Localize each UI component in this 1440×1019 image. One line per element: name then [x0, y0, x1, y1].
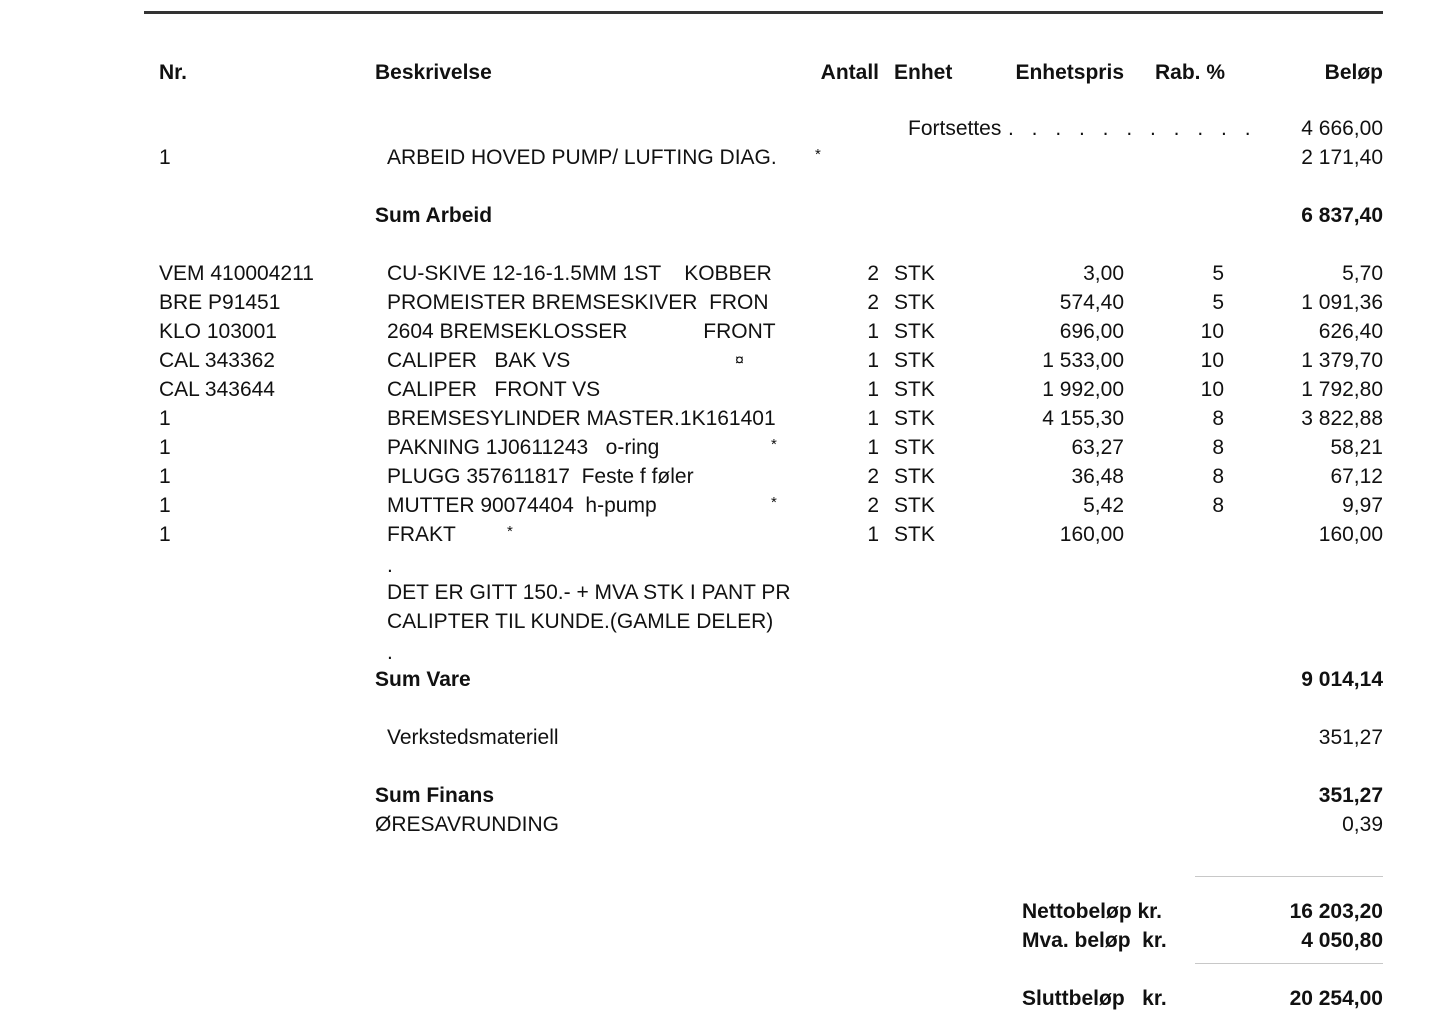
- slutt-amount: 20 254,00: [1289, 987, 1383, 1010]
- header-antall: Antall: [820, 61, 879, 84]
- item-nr: KLO 103001: [159, 320, 277, 343]
- item-amount: 3 822,88: [1301, 407, 1383, 430]
- note-line: CALIPTER TIL KUNDE.(GAMLE DELER): [387, 610, 774, 633]
- continued-dots: . . . . . . . . . . .: [1008, 117, 1257, 140]
- item-nr: 1: [159, 523, 171, 546]
- item-qty: 2: [867, 291, 879, 314]
- item-price: 1 533,00: [1042, 349, 1124, 372]
- netto-amount: 16 203,20: [1289, 900, 1383, 923]
- netto-label: Nettobeløp kr.: [1022, 900, 1163, 923]
- item-amount: 626,40: [1318, 320, 1383, 343]
- item-discount: 10: [1200, 349, 1224, 372]
- item-qty: 1: [867, 407, 879, 430]
- continued-label: Fortsettes: [908, 117, 1002, 140]
- mva-amount: 4 050,80: [1301, 929, 1383, 952]
- note-line: DET ER GITT 150.- + MVA STK I PANT PR: [387, 581, 791, 604]
- item-description: CU-SKIVE 12-16-1.5MM 1ST KOBBER: [387, 262, 772, 285]
- item-amount: 1 379,70: [1301, 349, 1383, 372]
- item-description: MUTTER 90074404 h-pump: [387, 494, 657, 517]
- header-enhetspris: Enhetspris: [1015, 61, 1124, 84]
- item-description: FRAKT: [387, 523, 456, 546]
- item-discount: 8: [1212, 436, 1224, 459]
- sum-vare-label: Sum Vare: [375, 668, 471, 691]
- item-nr: CAL 343362: [159, 349, 275, 372]
- item-price: 3,00: [1083, 262, 1124, 285]
- note-dot: .: [387, 641, 393, 664]
- oresavrunding-label: ØRESAVRUNDING: [375, 813, 559, 836]
- item-unit: STK: [894, 378, 935, 401]
- sum-arbeid-label: Sum Arbeid: [375, 204, 493, 227]
- labor-mark: *: [815, 146, 821, 163]
- item-price: 5,42: [1083, 494, 1124, 517]
- item-qty: 1: [867, 378, 879, 401]
- item-unit: STK: [894, 523, 935, 546]
- item-price: 1 992,00: [1042, 378, 1124, 401]
- header-belop: Beløp: [1324, 61, 1383, 84]
- item-qty: 2: [867, 262, 879, 285]
- oresavrunding-amount: 0,39: [1342, 813, 1383, 836]
- item-mark: *: [771, 436, 777, 453]
- item-unit: STK: [894, 291, 935, 314]
- labor-amount: 2 171,40: [1301, 146, 1383, 169]
- header-rabatt: Rab. %: [1154, 61, 1225, 84]
- header-beskrivelse: Beskrivelse: [375, 61, 492, 84]
- item-discount: 5: [1212, 291, 1224, 314]
- labor-nr: 1: [159, 146, 171, 169]
- item-price: 696,00: [1059, 320, 1124, 343]
- item-nr: 1: [159, 407, 171, 430]
- header-nr: Nr.: [159, 61, 188, 84]
- item-nr: 1: [159, 436, 171, 459]
- top-rule: [144, 11, 1383, 14]
- item-description: PROMEISTER BREMSESKIVER FRON: [387, 291, 769, 314]
- sum-finans-label: Sum Finans: [375, 784, 495, 807]
- item-discount: 8: [1212, 407, 1224, 430]
- item-discount: 8: [1212, 494, 1224, 517]
- item-description: CALIPER BAK VS: [387, 349, 571, 372]
- item-qty: 1: [867, 523, 879, 546]
- item-unit: STK: [894, 436, 935, 459]
- labor-description: ARBEID HOVED PUMP/ LUFTING DIAG.: [387, 146, 777, 169]
- item-qty: 2: [867, 465, 879, 488]
- item-amount: 67,12: [1330, 465, 1383, 488]
- item-amount: 1 792,80: [1301, 378, 1383, 401]
- item-amount: 9,97: [1342, 494, 1383, 517]
- item-qty: 2: [867, 494, 879, 517]
- item-unit: STK: [894, 407, 935, 430]
- item-qty: 1: [867, 436, 879, 459]
- item-unit: STK: [894, 494, 935, 517]
- item-amount: 5,70: [1342, 262, 1383, 285]
- item-discount: 10: [1200, 378, 1224, 401]
- item-unit: STK: [894, 320, 935, 343]
- totals-rule-bottom: [1195, 963, 1383, 964]
- note-dot: .: [387, 554, 393, 577]
- item-unit: STK: [894, 465, 935, 488]
- item-discount: 8: [1212, 465, 1224, 488]
- mva-label: Mva. beløp kr.: [1022, 929, 1167, 952]
- item-price: 4 155,30: [1042, 407, 1124, 430]
- item-nr: BRE P91451: [159, 291, 281, 314]
- item-price: 160,00: [1059, 523, 1124, 546]
- item-unit: STK: [894, 262, 935, 285]
- item-amount: 58,21: [1330, 436, 1383, 459]
- item-description: PAKNING 1J0611243 o-ring: [387, 436, 660, 459]
- item-mark: *: [771, 494, 777, 511]
- item-mark: ¤: [735, 352, 744, 369]
- slutt-label: Sluttbeløp kr.: [1022, 987, 1167, 1010]
- item-description: PLUGG 357611817 Feste f føler: [387, 465, 694, 488]
- item-amount: 160,00: [1318, 523, 1383, 546]
- verksted-amount: 351,27: [1318, 726, 1383, 749]
- continued-amount: 4 666,00: [1301, 117, 1383, 140]
- item-amount: 1 091,36: [1301, 291, 1383, 314]
- sum-arbeid-amount: 6 837,40: [1301, 204, 1383, 227]
- item-discount: 10: [1200, 320, 1224, 343]
- item-price: 574,40: [1059, 291, 1124, 314]
- totals-rule-top: [1195, 876, 1383, 877]
- item-unit: STK: [894, 349, 935, 372]
- verksted-label: Verkstedsmateriell: [387, 726, 559, 749]
- item-qty: 1: [867, 349, 879, 372]
- item-qty: 1: [867, 320, 879, 343]
- sum-finans-amount: 351,27: [1318, 784, 1383, 807]
- item-description: BREMSESYLINDER MASTER.1K161401: [387, 407, 776, 430]
- item-nr: 1: [159, 494, 171, 517]
- item-nr: CAL 343644: [159, 378, 275, 401]
- item-nr: 1: [159, 465, 171, 488]
- item-price: 36,48: [1071, 465, 1124, 488]
- sum-vare-amount: 9 014,14: [1301, 668, 1383, 691]
- item-price: 63,27: [1071, 436, 1124, 459]
- item-description: 2604 BREMSEKLOSSER FRONT: [387, 320, 776, 343]
- item-mark: *: [507, 523, 513, 540]
- item-nr: VEM 410004211: [159, 262, 314, 285]
- header-enhet: Enhet: [894, 61, 953, 84]
- item-description: CALIPER FRONT VS: [387, 378, 601, 401]
- item-discount: 5: [1212, 262, 1224, 285]
